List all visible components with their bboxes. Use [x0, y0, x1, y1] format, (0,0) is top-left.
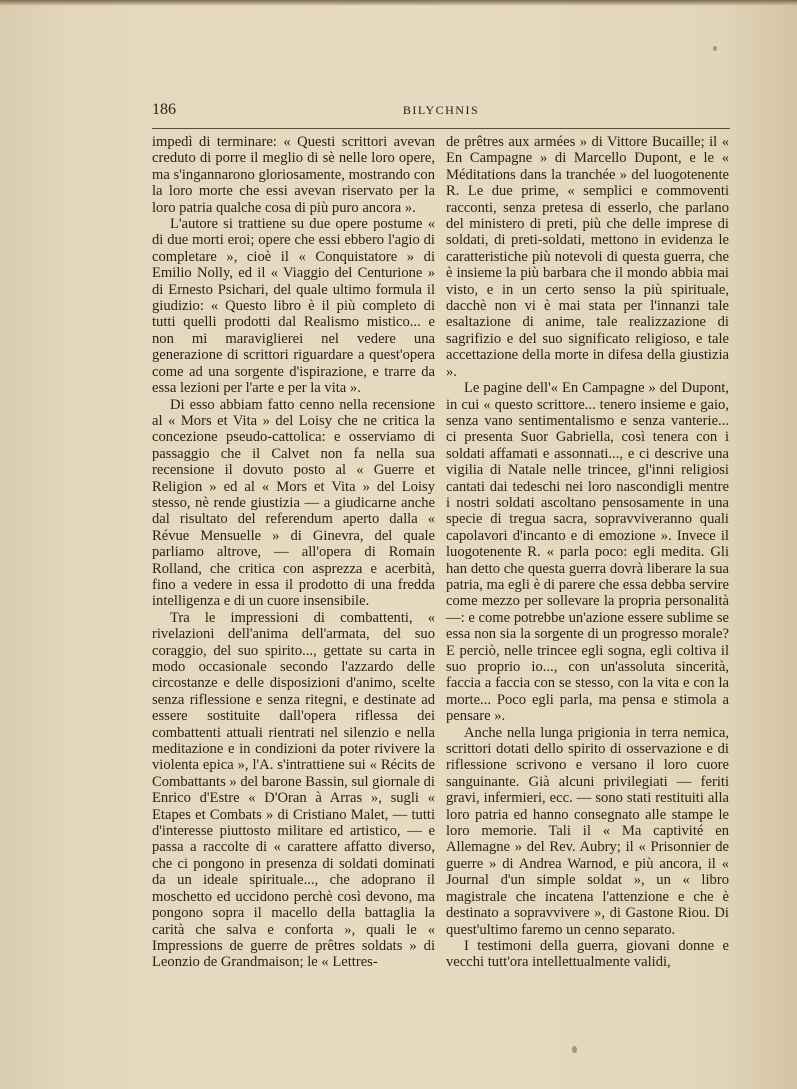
paragraph: Le pagine dell'« En Campagne » del Dupont, in cui « questo scrittore... tenero insieme e gaio, senza vano sentimentalismo e senza vanterie... ci presenta Suor Gabriella, così tenera con i soldati affamati e assonnati..., e ci descrive una vigilia di Natale nelle trincee, gl'inni religiosi cantati dai tedeschi nei loro nascondigli mentre i nostri soldati ascoltano pensosamente in una specie di tregua sacra, sopravviveranno quali capolavori d'incanto e di emozione ». Invece il luogotenente R. « parla poco: egli medita. Gli han detto che questa guerra dovrà liberare la sua patria, ma egli è di parere che essa debba servire come mezzo per sollevare la propria personalità —: e come potrebbe un'azione essere sublime se essa non sia la sorgente di un progresso morale? E perciò, nelle trincee egli sogna, egli coltiva il suo proprio io..., con un'assoluta sincerità, faccia a faccia con se stesso, con la vita e con la morte... Poco egli parla, ma pensa e stimola a pensare ». [446, 380, 729, 725]
right-column [446, 134, 729, 971]
paper-speck [572, 1046, 577, 1053]
header-rule [152, 128, 730, 129]
paragraph: Tra le impressioni di combattenti, « rivelazioni dell'anima dell'armata, del suo coraggio, del suo spirito..., gettate su carta in modo occasionale secondo l'azzardo delle circostanze e delle disposizioni d'animo, scelte senza riflessione e senza ritegni, e destinate ad essere sostituite dall'opera riflessa dei combattenti attuali rientrati nel silenzio e nella meditazione e in condizioni da poter rivivere la violenta epica », l'A. s'intrattiene sui « Récits de Combattants » del barone Bassin, sul giornale di Enrico d'Estre « D'Oran à Arras », sugli « Etapes et Combats » di Cristiano Malet, — tutti d'interesse piuttosto militare ed artistico, — e passa a raccolte di « carattere affatto diverso, che ci pongono in presenza di soldati dominati da un ideale spirituale..., che adoprano il moschetto ed uccidono perchè così devono, ma pongono sopra il macello della battaglia la carità che salva e conforta », quali le « Impressions de guerre de prêtres soldats » di Leonzio de Grandmaison; le « Lettres- [152, 609, 435, 971]
left-column [152, 134, 435, 971]
running-title: BILYCHNIS [402, 103, 480, 117]
paragraph: de prêtres aux armées » di Vittore Bucaille; il « En Campagne » di Marcello Dupont, e le « Méditations dans la tranchée » del luogotenente R. Le due prime, « semplici e commoventi racconti, senza pretesa di esserlo, che parlano del ministero di preti, più che delle imprese di soldati, di preti-soldati, mettono in evidenza le caratteristiche più notevoli di questa guerra, che è insieme la più barbara che il mondo abbia mai visto, e in un certo senso la più spirituale, dacchè non vi è mai stata per l'innanzi tale esaltazione di anime, tale realizzazione di sagrifizio e del suo significato religioso, e tale accettazione della morte in difesa della giustizia ». [446, 134, 729, 380]
paragraph: I testimoni della guerra, giovani donne e vecchi tutt'ora intellettualmente validi, [446, 937, 729, 971]
page-number: 186 [152, 101, 176, 118]
paragraph: Di esso abbiam fatto cenno nella recensione al « Mors et Vita » del Loisy che ne critica la concezione pseudo-cattolica: e osserviamo di passaggio che il Calvet non fa nella sua recensione il dovuto posto al « Guerre et Religion » ed al « Mors et Vita » del Loisy stesso, nè rende giustizia — a giudicarne anche dal risultato del referendum aperto dalla « Révue Mensuelle » di Ginevra, del quale parliamo altrove, — all'opera di Romain Rolland, che critica con asprezza e acerbità, fino a vedere in essa il prodotto di una fredda intelligenza e di un cuore insensibile. [152, 396, 435, 610]
running-header [152, 101, 730, 123]
paragraph: impedì di terminare: « Questi scrittori avevan creduto di porre il meglio di sè nelle loro opere, ma s'ingannarono gloriosamente, mostrando con la loro morte che essi avevan riservato per la loro patria qualche cosa di più puro ancora ». [152, 134, 435, 216]
paragraph: L'autore si trattiene su due opere postume « di due morti eroi; opere che essi ebbero l'agio di completare », cioè il « Conquistatore » di Emilio Nolly, ed il « Viaggio del Centurione » di Ernesto Psichari, del quale ultimo formula il giudizio: « Questo libro è il più completo di tutti quelli prodotti dal Realismo mistico... e non mi maraviglierei nel vedere una generazione di scrittori riguardare a quest'opera come ad una sorgente d'ispirazione, e trarre da essa lezioni per l'arte e per la vita ». [152, 216, 435, 397]
paper-speck [713, 46, 717, 51]
paragraph: Anche nella lunga prigionia in terra nemica, scrittori dotati dello spirito di osservazione e di riflessione scrivono e versano il loro cuore sanguinante. Già alcuni privilegiati — feriti gravi, infermieri, ecc. — sono stati restituiti alla loro patria ed hanno consegnato alle stampe le loro memorie. Tali il « Ma captivité en Allemagne » del Rev. Aubry; il « Prisonnier de guerre » di Andrea Warnod, e più ancora, il « Journal d'un simple soldat », un « libro magistrale che incatena l'attenzione e che è destinato a sopravvivere », di Gastone Riou. Di quest'ultimo faremo un cenno separato. [446, 724, 729, 938]
page-top-edge [0, 0, 797, 6]
